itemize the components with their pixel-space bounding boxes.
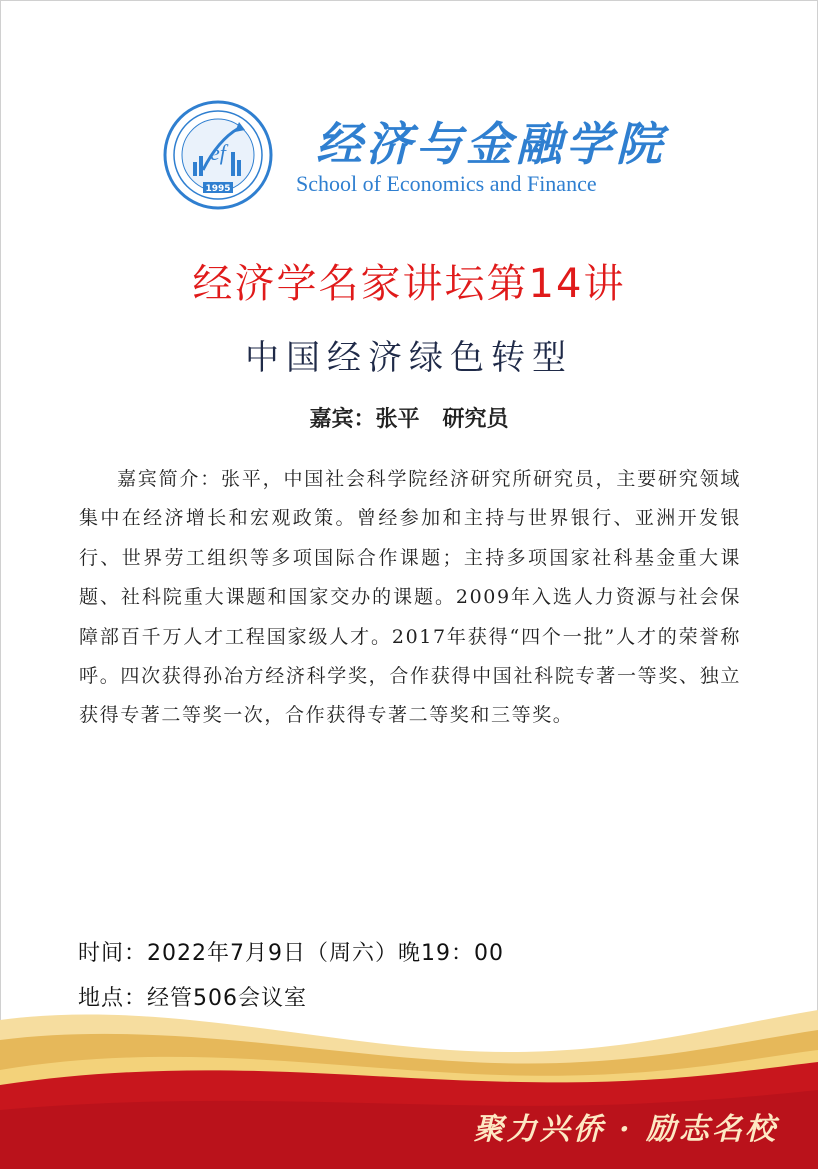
guest-bio: 嘉宾简介：张平，中国社会科学院经济研究所研究员，主要研究领域集中在经济增长和宏观政策。曾经参加和主持与世界银行、亚洲开发银行、世界劳工组织等多项国际合作课题；主持多项国家社科基金重大课题、社科院重大课题和国家交办的课题。2009年入选人力资源与社会保障部百千万人才工程国家级人才。2017年获得“四个一批”人才的荣誉称呼。四次获得孙冶方经济科学奖，合作获得中国社科院专著一等奖、独立获得专著二等奖一次，合作获得专著二等奖和三等奖。 — [79, 468, 741, 727]
event-time: 时间：2022年7月9日（周六）晚19：00 — [78, 941, 504, 966]
school-logo — [163, 100, 273, 210]
event-place: 地点：经管506会议室 — [78, 986, 307, 1011]
event-title: 经济学名家讲坛第14讲 — [192, 261, 626, 307]
school-name-cn: 经济与金融学院 — [316, 117, 666, 171]
footer-slogan: 聚力兴侨 · 励志名校 — [473, 1112, 778, 1147]
school-name-en: School of Economics and Finance — [296, 171, 597, 196]
guest-line: 嘉宾：张平 研究员 — [309, 407, 509, 432]
logo-year: 1995 — [205, 184, 231, 194]
logo-letters: ef — [210, 140, 226, 165]
event-topic: 中国经济绿色转型 — [245, 338, 573, 378]
